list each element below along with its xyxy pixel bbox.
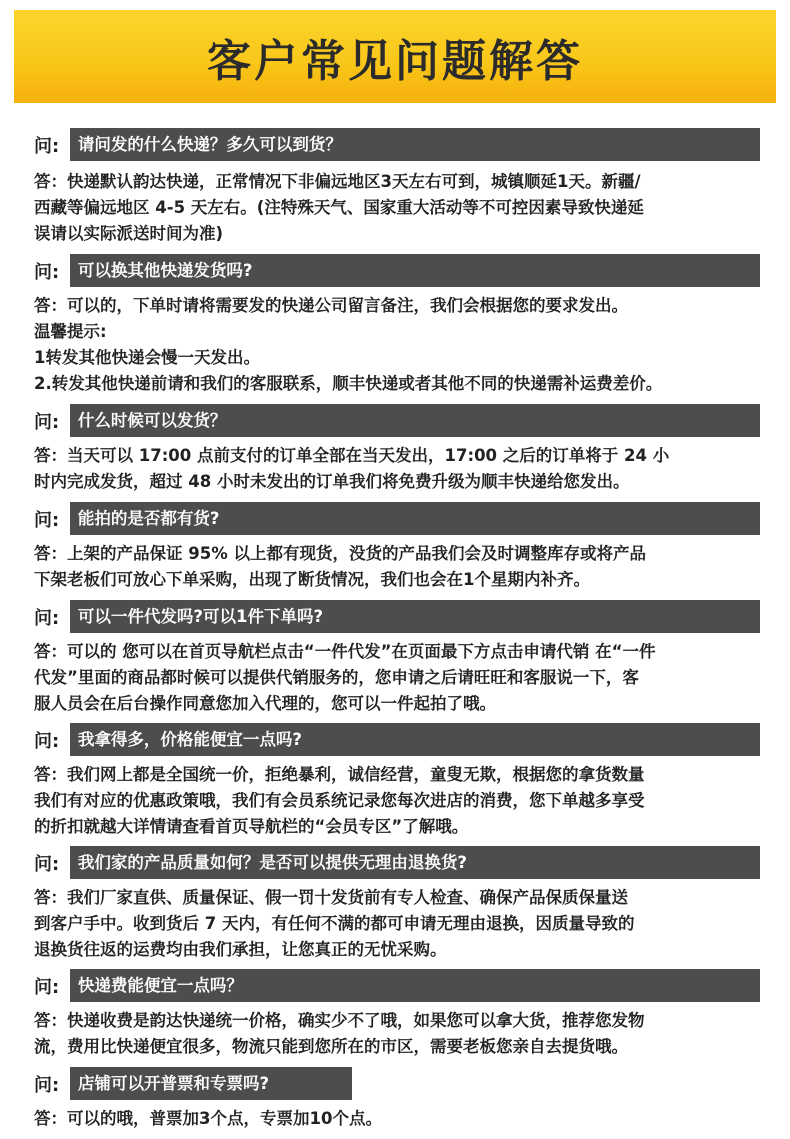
question-prefix: 问: <box>34 607 60 629</box>
question-row <box>34 846 760 879</box>
faq-item-4 <box>34 502 760 593</box>
question-prefix: 问: <box>34 135 60 157</box>
question-text: 店铺可以开普票和专票吗? <box>70 1067 352 1100</box>
answer-text: 答：当天可以 17:00 点前支付的订单全部在当天发出，17:00 之后的订单将于 24 小 时内完成发货，超过 48 小时未发出的订单我们将免费升级为顺丰快递给您发出。 <box>34 446 670 491</box>
answer-text: 答：上架的产品保证 95% 以上都有现货，没货的产品我们会及时调整库存或将产品 下架老板们可放心下单采购，出现了断货情况，我们也会在1个星期内补齐。 <box>34 544 646 589</box>
faq-item-1 <box>34 128 760 247</box>
question-prefix: 问: <box>34 976 60 998</box>
answer-text: 答：我们网上都是全国统一价，拒绝暴利，诚信经营，童叟无欺，根据您的拿货数量 我们有对应的优惠政策哦，我们有会员系统记录您每次进店的消费，您下单越多享受 的折扣就越大详情请查看首页导航栏的“会员专区”了解哦。 <box>34 765 645 836</box>
question-prefix: 问: <box>34 261 60 283</box>
answer-text: 答：可以的 您可以在首页导航栏点击“一件代发”在页面最下方点击申请代销 在“一件 代发”里面的商品都时候可以提供代销服务的，您申请之后请旺旺和客服说一下，客 服人员会在后台操作同意您加入代理的，您可以一件起拍了哦。 <box>34 642 656 713</box>
faq-item-8 <box>34 969 760 1060</box>
question-row <box>34 1067 760 1100</box>
faq-item-2 <box>34 254 760 397</box>
answer-text: 答：快递收费是韵达快递统一价格，确实少不了哦，如果您可以拿大货，推荐您发物 流，费用比快递便宜很多，物流只能到您所在的市区，需要老板您亲自去提货哦。 <box>34 1011 645 1056</box>
question-row <box>34 254 760 287</box>
faq-item-7 <box>34 846 760 963</box>
question-row <box>34 502 760 535</box>
faq-item-3 <box>34 404 760 495</box>
question-row <box>34 969 760 1002</box>
question-text: 我们家的产品质量如何？是否可以提供无理由退换货? <box>70 846 760 879</box>
question-text: 可以一件代发吗?可以1件下单吗? <box>70 600 760 633</box>
question-text: 能拍的是否都有货? <box>70 502 760 535</box>
page-title: 客户常见问题解答 <box>207 35 583 87</box>
question-prefix: 问: <box>34 411 60 433</box>
question-text: 可以换其他快递发货吗? <box>70 254 760 287</box>
question-text: 请问发的什么快递？多久可以到货？ <box>70 128 760 161</box>
question-row <box>34 723 760 756</box>
question-row <box>34 600 760 633</box>
answer-text: 答：可以的哦，普票加3个点，专票加10个点。 <box>34 1109 382 1128</box>
question-row <box>34 404 760 437</box>
answer-text: 答：可以的，下单时请将需要发的快递公司留言备注，我们会根据您的要求发出。 温馨提示: 1转发其他快递会慢一天发出。 2.转发其他快递前请和我们的客服联系，顺丰快递或者其他不同的快递需补运费差价。 <box>34 296 663 393</box>
title-banner <box>14 10 776 103</box>
faq-item-6 <box>34 723 760 840</box>
question-prefix: 问: <box>34 730 60 752</box>
question-text: 什么时候可以发货？ <box>70 404 760 437</box>
question-prefix: 问: <box>34 509 60 531</box>
answer-text: 答：快递默认韵达快递，正常情况下非偏远地区3天左右可到，城镇顺延1天。新疆/ 西藏等偏远地区 4-5 天左右。(注特殊天气、国家重大活动等不可控因素导致快递延 误请以实际派送时间为准) <box>34 172 644 243</box>
question-text: 我拿得多，价格能便宜一点吗? <box>70 723 760 756</box>
question-row <box>34 128 760 161</box>
question-text: 快递费能便宜一点吗？ <box>70 969 760 1002</box>
question-prefix: 问: <box>34 853 60 875</box>
faq-item-9 <box>34 1067 760 1132</box>
faq-item-5 <box>34 600 760 717</box>
answer-text: 答：我们厂家直供、质量保证、假一罚十发货前有专人检查、确保产品保质保量送 到客户手中。收到货后 7 天内，有任何不满的都可申请无理由退换，因质量导致的 退换货往返的运费均由我们承担，让您真正的无忧采购。 <box>34 888 635 959</box>
question-prefix: 问: <box>34 1074 60 1096</box>
